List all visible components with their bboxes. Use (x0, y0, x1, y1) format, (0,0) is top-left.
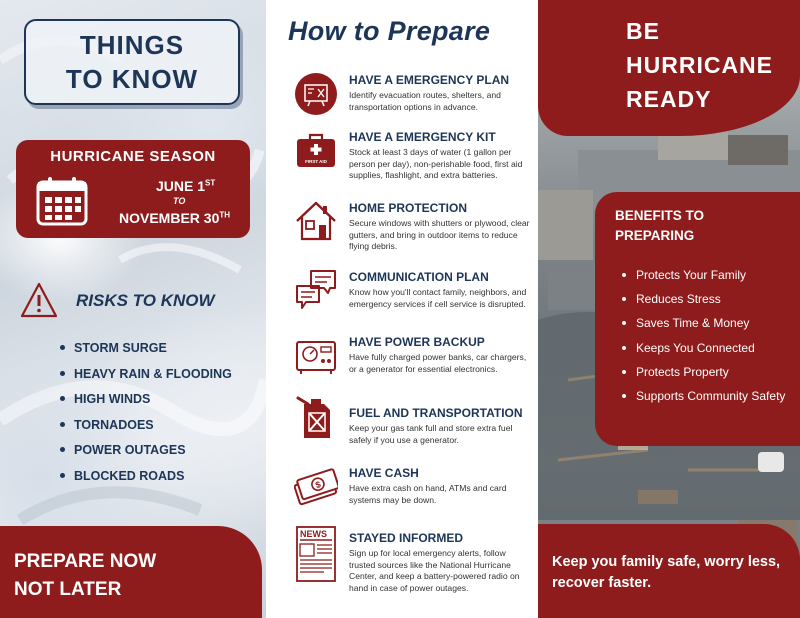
prepare-now-line1: PREPARE NOW (14, 551, 157, 572)
item-text: Keep your gas tank full and store extra fuel safely if you use a generator. (349, 423, 513, 445)
house-icon (294, 199, 338, 243)
svg-text:$: $ (314, 479, 323, 491)
be-ready-line2: HURRICANE (626, 52, 773, 78)
benefits-title: BENEFITS TO PREPARING (615, 208, 705, 243)
page-title: How to Prepare (288, 16, 491, 46)
item-text: Identify evacuation routes, shelters, and transportation options in advance. (349, 90, 501, 112)
season-start: JUNE 1ST (156, 178, 216, 194)
right-panel (538, 0, 800, 618)
middle-panel (266, 0, 538, 618)
things-to-know-box (24, 19, 240, 105)
svg-text:NEWS: NEWS (300, 529, 327, 539)
things-to-know-line1: THINGS (79, 30, 185, 60)
item-title: STAYED INFORMED (349, 531, 464, 545)
left-panel (0, 0, 266, 618)
be-ready-line3: READY (626, 86, 712, 112)
list-item: HEAVY RAIN & FLOODING (60, 365, 232, 391)
svg-text:FIRST AID: FIRST AID (305, 159, 327, 164)
season-end: NOVEMBER 30TH (119, 210, 231, 226)
benefits-list (620, 263, 790, 408)
fuel-can-icon (294, 396, 338, 440)
be-ready-line1: BE (626, 18, 660, 44)
risks-title: RISKS TO KNOW (76, 291, 215, 310)
hurricane-season-box (16, 140, 250, 238)
item-title: HAVE A EMERGENCY KIT (349, 130, 496, 144)
be-hurricane-ready-banner (538, 0, 800, 136)
list-item: Protects Your Family (620, 263, 790, 287)
chat-bubbles-icon (294, 268, 338, 312)
list-item: Saves Time & Money (620, 311, 790, 335)
item-text: Stock at least 3 days of water (1 gallon per person per day), non-perishable food, first aid supplies, flashlight, and extra batteries. (349, 147, 523, 181)
list-item: BLOCKED ROADS (60, 467, 232, 493)
item-text: Know how you'll contact family, neighbors, and emergency services if cell service is disrupted. (349, 287, 527, 309)
first-aid-kit-icon (294, 130, 338, 174)
item-title: FUEL AND TRANSPORTATION (349, 406, 523, 420)
item-text: Have fully charged power banks, car chargers, or a generator for essential electronics. (349, 352, 527, 374)
item-title: COMMUNICATION PLAN (349, 270, 489, 284)
calendar-icon (36, 176, 88, 226)
item-title: HAVE A EMERGENCY PLAN (349, 73, 510, 87)
list-item: TORNADOES (60, 416, 232, 442)
cash-icon (294, 466, 338, 510)
emergency-plan-icon (294, 72, 338, 116)
list-item: Protects Property (620, 360, 790, 384)
item-text: Sign up for local emergency alerts, follow trusted sources like the National Hurricane Center, and keep a battery-powered radio on hand in case of power outages. (349, 548, 520, 593)
list-item: STORM SURGE (60, 339, 232, 365)
season-title: HURRICANE SEASON (50, 148, 216, 165)
item-title: HAVE POWER BACKUP (349, 335, 485, 349)
things-to-know-line2: TO KNOW (65, 64, 199, 94)
risks-list (60, 339, 232, 493)
tagline-banner: Keep you family safe, worry less, recover faster. (538, 524, 800, 618)
list-item: POWER OUTAGES (60, 441, 232, 467)
list-item: Supports Community Safety (620, 384, 790, 408)
benefits-box (595, 192, 800, 446)
season-to: TO (173, 196, 186, 206)
item-text: Secure windows with shutters or plywood, clear gutters, and bring in outdoor items to reduce flying debris. (349, 218, 530, 252)
item-title: HOME PROTECTION (349, 201, 468, 215)
newspaper-icon (294, 525, 338, 583)
prepare-now-line2: NOT LATER (14, 579, 122, 600)
prepare-now-banner (0, 526, 262, 618)
list-item: Reduces Stress (620, 287, 790, 311)
item-text: Have extra cash on hand, ATMs and card systems may be down. (349, 483, 507, 505)
item-title: HAVE CASH (349, 466, 419, 480)
generator-icon (294, 334, 338, 378)
list-item: HIGH WINDS (60, 390, 232, 416)
list-item: Keeps You Connected (620, 336, 790, 360)
warning-icon (19, 281, 59, 319)
